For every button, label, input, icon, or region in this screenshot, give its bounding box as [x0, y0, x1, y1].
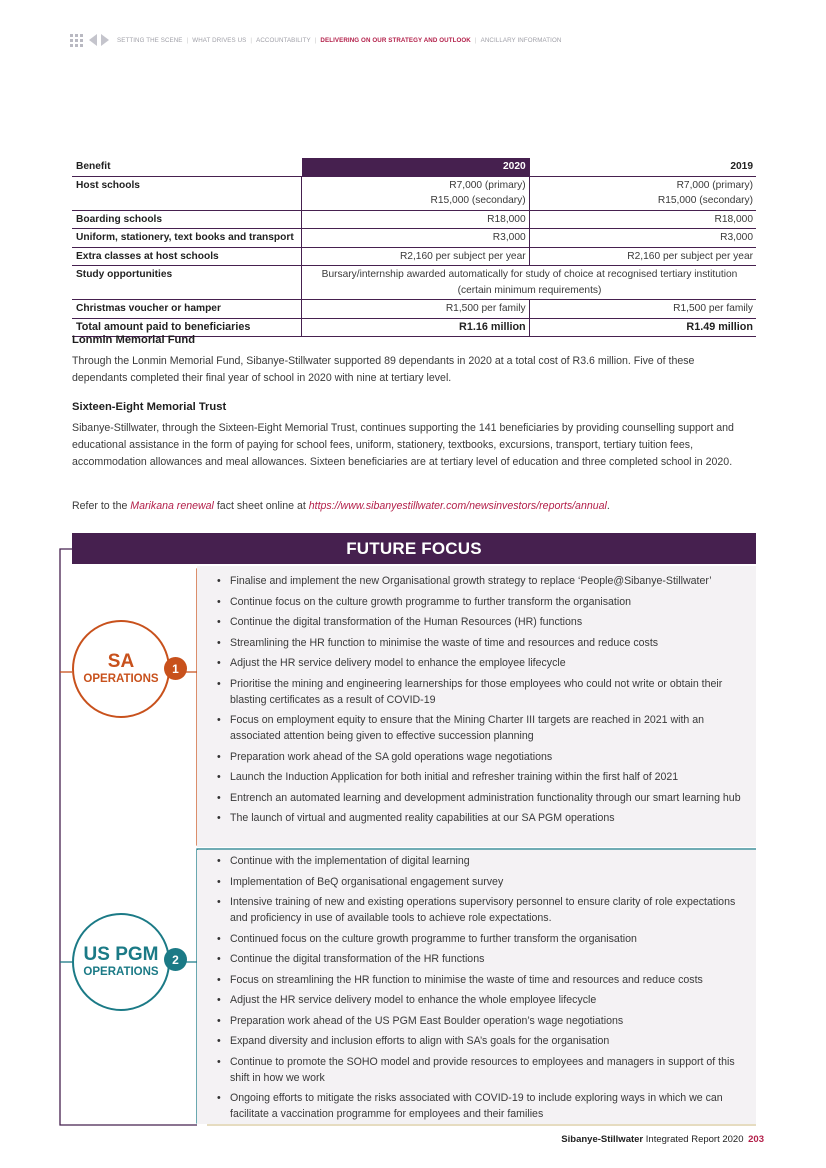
lonmin-heading: Lonmin Memorial Fund: [72, 334, 196, 346]
nav-item[interactable]: WHAT DRIVES US: [192, 36, 247, 44]
cell-line: (certain minimum requirements): [457, 284, 602, 296]
us-bullet-item: • Implementation of BeQ organisational engagement survey: [213, 874, 753, 890]
us-bullet-item: • Continue with the implementation of digital learning: [213, 853, 753, 869]
sa-bullet-item: • The launch of virtual and augmented reality capabilities at our SA PGM operations: [213, 810, 753, 826]
nav-item[interactable]: ACCOUNTABILITY: [256, 36, 311, 44]
nav-separator: |: [474, 36, 477, 44]
cell-line: R7,000 (primary): [449, 179, 526, 191]
us-bullet-item: • Ongoing efforts to mitigate the risks associated with COVID-19 to include exploring ways in which we can facilitate a vaccination programme for employees and their families: [213, 1090, 753, 1122]
us-bullet-item: • Continue to promote the SOHO model and provide resources to employees and managers in support of this shift in how we work: [213, 1054, 753, 1086]
benefit-label: Host schools: [72, 176, 302, 210]
us-bullet-item: • Continued focus on the culture growth programme to further transform the organisation: [213, 931, 753, 947]
marikana-renewal-link[interactable]: Marikana renewal: [130, 500, 214, 512]
cell-line: Bursary/internship awarded automatically for study of choice at recognised tertiary institution: [321, 269, 738, 280]
footer-report: Integrated Report 2020: [645, 1134, 744, 1145]
sa-bullet-item: • Continue focus on the culture growth programme to further transform the organisation: [213, 594, 753, 610]
sa-bullet-item: • Adjust the HR service delivery model to enhance the employee lifecycle: [213, 655, 753, 671]
sa-bullet-item: • Focus on employment equity to ensure that the Mining Charter III targets are reached in 2021 with an associated attention being given to effective succession planning: [213, 712, 753, 744]
cell-line: R2,160 per subject per year: [627, 250, 753, 262]
us-bullet-item: • Focus on streamlining the HR function to minimise the waste of time and resources and reduce costs: [213, 972, 753, 988]
sixteen-eight-heading: Sixteen-Eight Memorial Trust: [72, 401, 227, 413]
sa-bullet-item: • Streamlining the HR function to minimise the waste of time and resources and reduce costs: [213, 635, 753, 651]
us-number-badge: 2: [164, 948, 187, 971]
nav-item[interactable]: DELIVERING ON OUR STRATEGY AND OUTLOOK: [320, 36, 471, 44]
cell-line: R3,000: [492, 232, 526, 243]
cell-line: R7,000 (primary): [676, 179, 753, 191]
benefit-label: Study opportunities: [72, 266, 302, 300]
benefit-label: Christmas voucher or hamper: [72, 300, 302, 319]
us-bullet-item: • Intensive training of new and existing operations supervisory personnel to ensure clarity of role expectations and proficiency in use of available tools to achieve role expectations.: [213, 894, 753, 926]
nav-item[interactable]: ANCILLARY INFORMATION: [480, 36, 562, 44]
refer-prefix: Refer to the: [72, 500, 131, 512]
nav-item[interactable]: SETTING THE SCENE: [117, 36, 183, 44]
sa-operations-bullets: [213, 573, 753, 831]
us-pgm-operations-circle: [72, 913, 170, 1011]
us-circle-title: US PGM: [83, 944, 159, 965]
cell-line: R1,500 per family: [673, 303, 753, 314]
sa-bullet-item: • Launch the Induction Application for both initial and refresher training within the first half of 2021: [213, 769, 753, 785]
sa-operations-circle: [72, 620, 170, 718]
total-value-2019: R1.49 million: [529, 318, 756, 337]
total-label: Total amount paid to beneficiaries: [72, 318, 302, 337]
us-operations-bullets: [213, 853, 753, 1127]
cell-line: R18,000: [714, 213, 753, 225]
us-bullet-item: • Expand diversity and inclusion efforts to align with SA’s goals for the organisation: [213, 1033, 753, 1049]
cell-line: R18,000: [487, 213, 526, 225]
sa-bullet-item: • Preparation work ahead of the SA gold operations wage negotiations: [213, 749, 753, 765]
sixteen-eight-paragraph: Sibanye-Stillwater, through the Sixteen-Eight Memorial Trust, continues supporting the 141 beneficiaries by providing counselling support and educational assistance in the form of paying for school fees, uniform, stationery, textbooks, excursions, transport, tertiary tuition fees, accommodation allowances and meal allowances. Sixteen beneficiaries are at tertiary level of education and three completed school in 2020.: [72, 422, 734, 468]
cell-line: R15,000 (secondary): [430, 195, 526, 206]
nav-separator: |: [250, 36, 253, 44]
benefit-label: Boarding schools: [72, 210, 302, 229]
benefit-label: Uniform, stationery, text books and transport: [72, 229, 302, 248]
us-bullet-item: • Preparation work ahead of the US PGM East Boulder operation’s wage negotiations: [213, 1013, 753, 1029]
footer-brand: Sibanye-Stillwater: [561, 1134, 644, 1145]
nav-separator: |: [314, 36, 317, 44]
sa-circle-title: SA: [107, 651, 135, 672]
sa-circle-subtitle: OPERATIONS: [83, 673, 159, 685]
benefit-label: Extra classes at host schools: [72, 247, 302, 266]
page-footer: [561, 1134, 764, 1145]
sa-bullet-item: • Entrench an automated learning and development administration functionality through our smart learning hub: [213, 790, 753, 806]
annual-reports-link[interactable]: https://www.sibanyestillwater.com/newsinvestors/reports/annual: [308, 500, 607, 512]
nav-separator: |: [186, 36, 189, 44]
refer-suffix: .: [606, 500, 610, 512]
us-bullet-item: • Adjust the HR service delivery model to enhance the whole employee lifecycle: [213, 992, 753, 1008]
column-header-benefit: Benefit: [72, 158, 302, 176]
cell-line: R1,500 per family: [445, 303, 526, 314]
column-header-2019: 2019: [529, 158, 756, 176]
cell-line: R2,160 per subject per year: [399, 250, 526, 262]
column-header-2020: 2020: [302, 158, 530, 176]
sa-bullet-item: • Finalise and implement the new Organisational growth strategy to replace ‘People@Sibanye-Stillwater’: [213, 573, 753, 589]
cell-line: R3,000: [720, 232, 753, 243]
sa-bullet-item: • Continue the digital transformation of the Human Resources (HR) functions: [213, 614, 753, 630]
future-focus-title: FUTURE FOCUS: [72, 533, 756, 564]
cell-line: R15,000 (secondary): [657, 195, 753, 206]
sa-number-badge: 1: [164, 657, 187, 680]
refer-middle: fact sheet online at: [213, 500, 309, 512]
us-circle-subtitle: OPERATIONS: [83, 966, 159, 978]
lonmin-paragraph: Through the Lonmin Memorial Fund, Sibanye-Stillwater supported 89 dependants in 2020 at a total cost of R3.6 million. Five of these dependants completed their final year of school in 2020 with nine at tertiary level.: [72, 355, 695, 384]
us-bullet-item: • Continue the digital transformation of the HR functions: [213, 951, 753, 967]
total-value-2020: R1.16 million: [302, 318, 530, 337]
page-number: 203: [748, 1134, 764, 1145]
sa-bullet-item: • Prioritise the mining and engineering learnerships for those employees who could not write or obtain their blasting certificates as a result of COVID-19: [213, 676, 753, 708]
